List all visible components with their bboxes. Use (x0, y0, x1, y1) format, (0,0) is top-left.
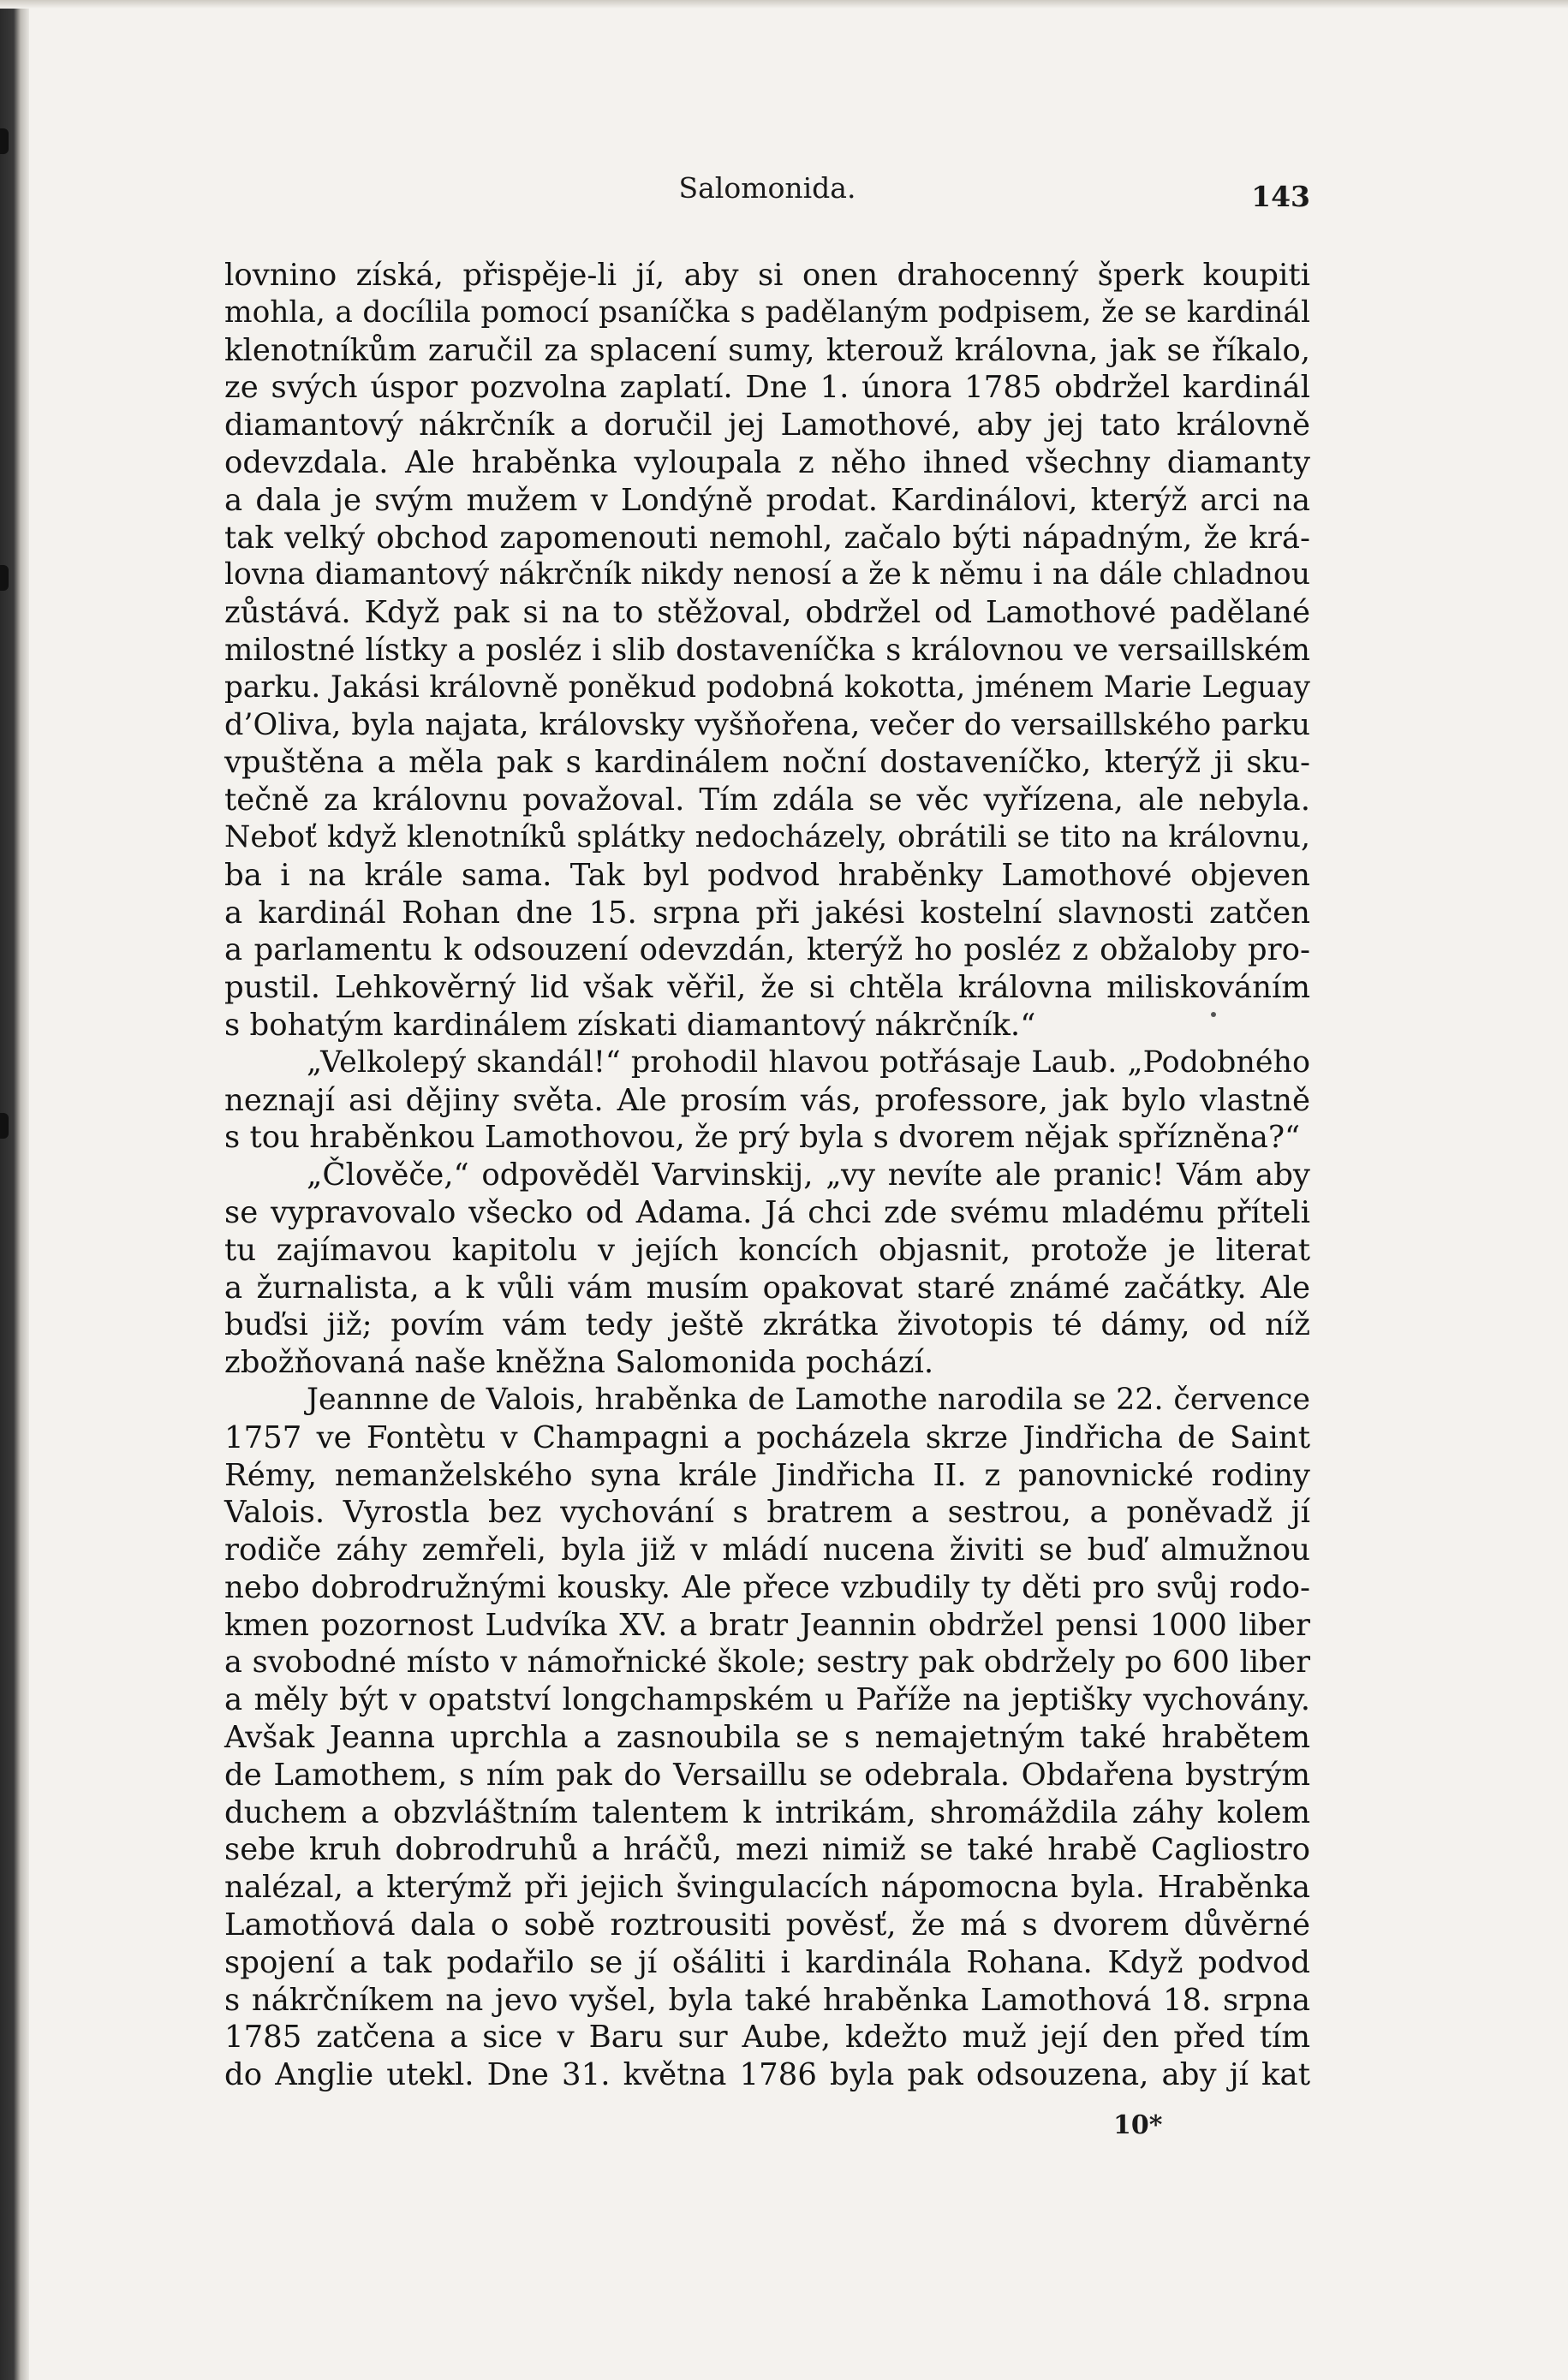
top-edge-shadow (0, 0, 1568, 9)
margin-mark (0, 128, 9, 154)
binding-shadow (0, 0, 29, 2380)
text-line: vpuštěna a měla pak s kardinálem noční dostaveníčko, kterýž ji sku- (224, 745, 1310, 781)
text-line: „Člověče,“ odpověděl Varvinskij, „vy nevíte ale pranic! Vám aby (307, 1157, 1310, 1193)
text-line: kmen pozornost Ludvíka XV. a bratr Jeannin obdržel pensi 1000 liber (224, 1607, 1310, 1643)
text-line: do Anglie utekl. Dne 31. května 1786 byla pak odsouzena, aby jí kat (224, 2057, 1310, 2093)
text-line: lovna diamantový nákrčník nikdy nenosí a že k němu i na dále chladnou (224, 557, 1310, 592)
text-line: zbožňovaná naše kněžna Salomonida pochází. (224, 1345, 934, 1381)
text-line: odevzdala. Ale hraběnka vyloupala z něho ihned všechny diamanty (224, 444, 1310, 480)
text-line: 1757 ve Fontètu v Champagni a pocházela skrze Jindřicha de Saint (224, 1419, 1310, 1455)
text-line: parku. Jakási královně poněkud podobná kokotta, jménem Marie Leguay (224, 669, 1310, 705)
margin-mark (0, 565, 9, 591)
text-line: „Velkolepý skandál!“ prohodil hlavou potřásaje Laub. „Podobného (307, 1044, 1310, 1080)
text-line: lovnino získá, přispěje-li jí, aby si onen drahocenný šperk koupiti (224, 258, 1310, 293)
text-line: rodiče záhy zemřeli, byla již v mládí nucena živiti se buď almužnou (224, 1532, 1310, 1568)
text-line: milostné lístky a posléz i slib dostaveníčka s královnou ve versaillském (224, 632, 1310, 668)
text-line: a měly být v opatství longchampském u Paříže na jeptišky vychovány. (224, 1682, 1310, 1718)
text-line: de Lamothem, s ním pak do Versaillu se odebrala. Obdařena bystrým (224, 1757, 1310, 1793)
text-line: tu zajímavou kapitolu v jejích koncích objasnit, protože je literat (224, 1232, 1310, 1268)
text-line: se vypravovalo všecko od Adama. Já chci zde svému mladému příteli (224, 1194, 1310, 1230)
text-line: klenotníkům zaručil za splacení sumy, kterouž královna, jak se říkalo, (224, 332, 1310, 368)
text-line: nalézal, a kterýmž při jejich švingulacích nápomocna byla. Hraběnka (224, 1870, 1310, 1906)
page-header (224, 171, 1310, 223)
text-line: 1785 zatčena a sice v Baru sur Aube, kdežto muž její den před tím (224, 2020, 1310, 2056)
text-line: nebo dobrodružnými kousky. Ale přece vzbudily ty děti pro svůj rodo- (224, 1569, 1310, 1605)
text-line: pustil. Lehkověrný lid však věřil, že si chtěla královna miliskováním (224, 970, 1310, 1006)
text-line: diamantový nákrčník a doručil jej Lamothové, aby jej tato královně (224, 408, 1310, 443)
text-line: buďsi již; povím vám tedy ještě zkrátka životopis té dámy, od níž (224, 1307, 1310, 1343)
text-line: s nákrčníkem na jevo vyšel, byla také hraběnka Lamothová 18. srpna (224, 1982, 1310, 2018)
text-line: a svobodné místo v námořnické škole; sestry pak obdržely po 600 liber (224, 1645, 1310, 1681)
text-line: a parlamentu k odsouzení odevzdán, kterýž ho posléz z obžaloby pro- (224, 932, 1310, 968)
text-line: Lamotňová dala o sobě roztrousiti pověsť, že má s dvorem důvěrné (224, 1907, 1310, 1943)
text-line: tak velký obchod zapomenouti nemohl, začalo býti nápadným, že krá- (224, 520, 1310, 556)
text-line: a dala je svým mužem v Londýně prodat. Kardinálovi, kterýž arci na (224, 482, 1310, 518)
text-line: ba i na krále sama. Tak byl podvod hraběnky Lamothové objeven (224, 857, 1310, 893)
text-line: duchem a obzvláštním talentem k intrikám, shromáždila záhy kolem (224, 1794, 1310, 1830)
margin-mark (0, 1113, 9, 1139)
text-line: a kardinál Rohan dne 15. srpna při jakési kostelní slavnosti zatčen (224, 895, 1310, 931)
text-line: ze svých úspor pozvolna zaplatí. Dne 1. února 1785 obdržel kardinál (224, 370, 1310, 406)
text-line: spojení a tak podařilo se jí ošáliti i kardinála Rohana. Když podvod (224, 1944, 1310, 1980)
text-line: tečně za královnu považoval. Tím zdála se věc vyřízena, ale nebyla. (224, 782, 1310, 818)
text-line: a žurnalista, a k vůli vám musím opakovat staré známé začátky. Ale (224, 1270, 1310, 1306)
text-line: s tou hraběnkou Lamothovou, že prý byla s dvorem nějak spřízněna?“ (224, 1120, 1301, 1156)
signature-mark: 10* (1113, 2110, 1163, 2140)
body-text (224, 257, 1310, 2094)
text-line: Neboť když klenotníků splátky nedocházely, obrátili se tito na královnu, (224, 819, 1310, 854)
text-line: d’Oliva, byla najata, královsky vyšňořena, večer do versaillského parku (224, 707, 1310, 742)
text-line: Rémy, nemanželského syna krále Jindřicha II. z panovnické rodiny (224, 1457, 1310, 1493)
text-line: neznají asi dějiny světa. Ale prosím vás, professore, jak bylo vlastně (224, 1082, 1310, 1118)
page-number: 143 (1251, 180, 1310, 213)
running-title: Salomonida. (678, 171, 856, 205)
text-line: s bohatým kardinálem získati diamantový nákrčník.“ (224, 1007, 1036, 1043)
text-line: Avšak Jeanna uprchla a zasnoubila se s nemajetným také hrabětem (224, 1720, 1310, 1756)
text-line: zůstává. Když pak si na to stěžoval, obdržel od Lamothové padělané (224, 595, 1310, 631)
text-line: mohla, a docílila pomocí psaníčka s padělaným podpisem, že se kardinál (224, 295, 1310, 330)
text-line: sebe kruh dobrodruhů a hráčů, mezi nimiž se také hrabě Cagliostro (224, 1832, 1310, 1868)
text-line: Jeannne de Valois, hraběnka de Lamothe narodila se 22. července (307, 1382, 1310, 1417)
text-line: Valois. Vyrostla bez vychování s bratrem a sestrou, a poněvadž jí (224, 1495, 1310, 1531)
